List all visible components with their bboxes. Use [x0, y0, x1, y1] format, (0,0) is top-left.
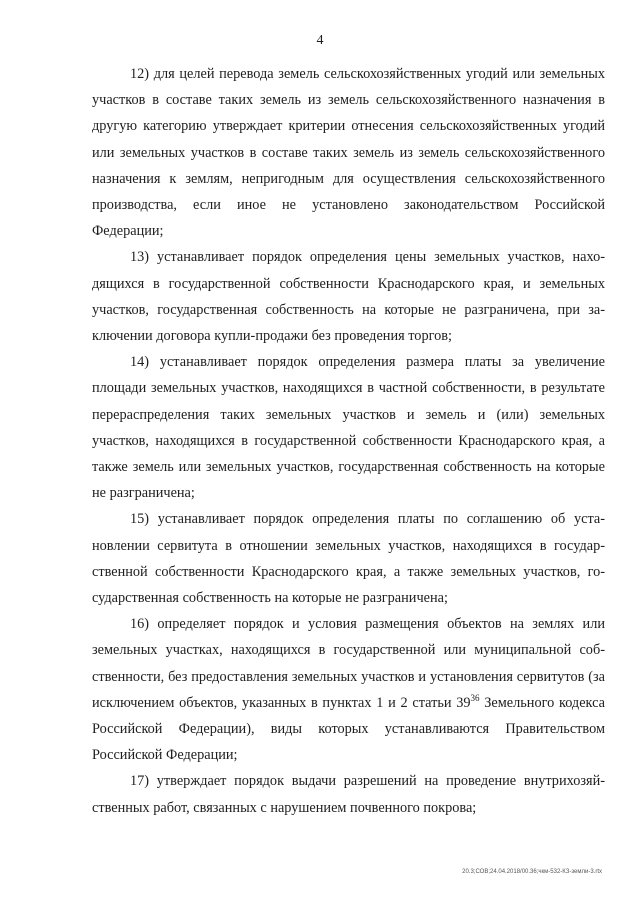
document-body	[92, 61, 605, 821]
paragraph-16	[92, 611, 605, 768]
paragraph-16-text-start: 16) определяет порядок и условия размещения объектов на землях или земельных участках, находящихся в государственной или муниципальной собственности, без предоставления земельных участков и установления сервитутов (за исключением объектов, указанных в пунктах 1 и 2 статьи 39	[92, 616, 605, 711]
article-superscript: 36	[470, 693, 480, 704]
paragraph-16-text-end: Земельного кодекса Российской Федерации), виды которых устанавливаются Правительством Российской Федерации;	[92, 694, 606, 764]
footer-file-code: 20.3;СОВ;24.04.2018/00.36;чкм-532-КЗ-земли-3.rtx	[462, 869, 602, 875]
paragraph-13: 13) устанавливает порядок определения цены земельных участков, находящихся в государственной собственности Краснодарского края, и земельных участков, государственная собственность на которые не разграничена, при заключении договора купли-продажи без проведения торгов;	[92, 249, 605, 345]
paragraph-17: 17) утверждает порядок выдачи разрешений на проведение внутрихозяйственных работ, связанных с нарушением почвенного покрова;	[92, 773, 605, 816]
paragraph-12: 12) для целей перевода земель сельскохозяйственных угодий или земельных участков в составе таких земель из земель сельскохозяйственного назначения в другую категорию утверждает критерии отнесения сельскохозяйственных угодий или земельных участков в составе таких земель из земель сельскохозяйственного назначения к землям, непригодным для осуществления сельскохозяйственного производства, если иное не установлено законодательством Российской Федерации;	[92, 66, 605, 240]
paragraph-15: 15) устанавливает порядок определения платы по соглашению об установлении сервитута в отношении земельных участков, находящихся в государственной собственности Краснодарского края, а также земельных участков, государственная собственность на которые не разграничена;	[92, 511, 605, 607]
paragraph-14: 14) устанавливает порядок определения размера платы за увеличение площади земельных участков, находящихся в частной собственности, в результате перераспределения таких земельных участков и земель и (или) земельных участков, находящихся в государственной собственности Краснодарского края, а также земель или земельных участков, государственная собственность на которые не разграничена;	[92, 354, 605, 502]
page-number: 4	[316, 33, 324, 48]
